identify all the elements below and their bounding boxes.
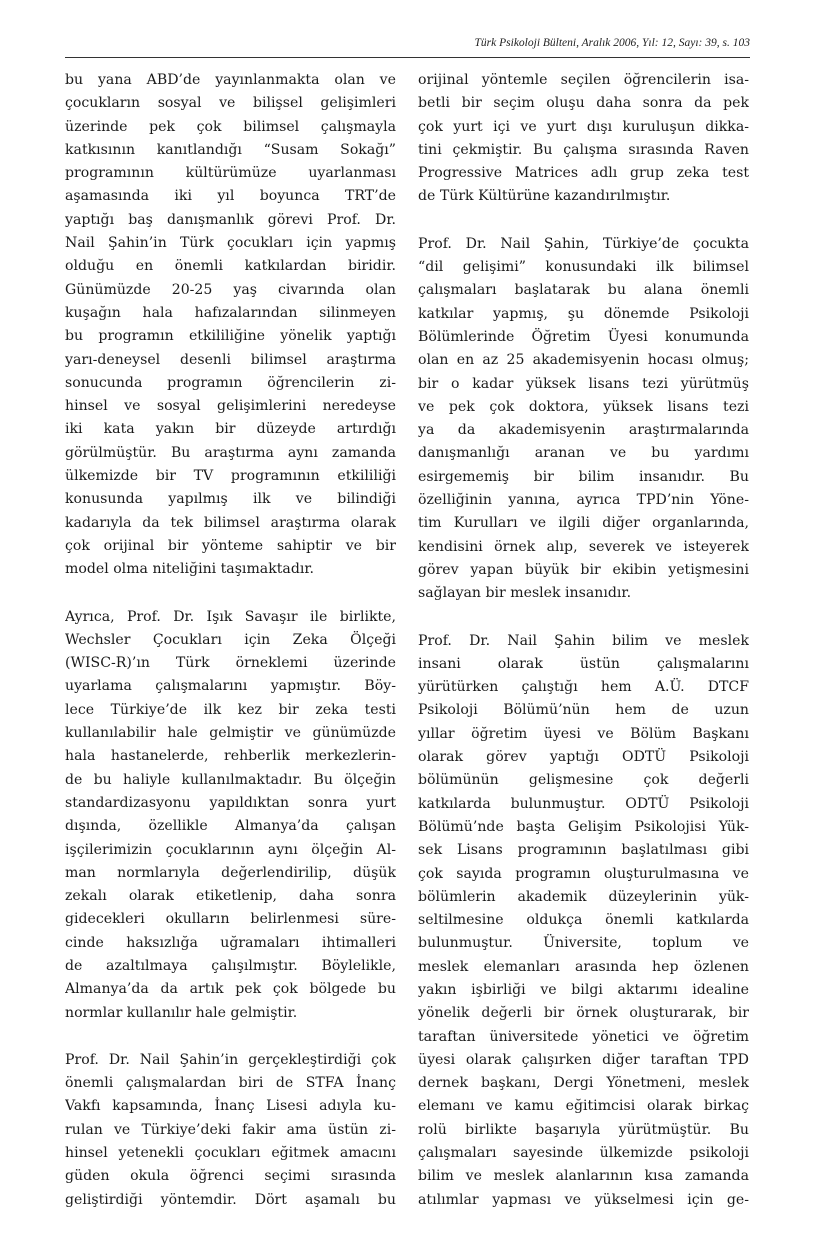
text-line: yürütürken çalıştığı hem A.Ü. DTCF [418, 679, 749, 696]
text-line: Prof. Dr. Nail Şahin bilim ve meslek [418, 632, 749, 649]
text-line: Prof. Dr. Nail Şahin’in gerçekleştirdiği çok [65, 1051, 396, 1068]
paragraph [418, 69, 749, 209]
text-line: ülkemizde bir TV programının etkililiği [65, 468, 396, 485]
text-line: programının kültürümüze uyarlanması [65, 165, 396, 182]
text-line: işçilerimizin çocuklarının aynı ölçeğin Al- [65, 841, 396, 858]
text-line: tim Kurulları ve ilgili diğer organlarında, [418, 515, 749, 532]
text-line: “dil gelişimi” konusundaki ilk bilimsel [418, 259, 749, 276]
text-line: elemanı ve kamu eğitimcisi olarak birkaç [418, 1098, 749, 1115]
text-line: çok sayıda programın oluşturulmasına ve [418, 865, 749, 882]
text-line: Prof. Dr. Nail Şahin, Türkiye’de çocukta [418, 235, 749, 252]
text-line: meslek elemanları arasında hep özlenen [418, 958, 749, 975]
text-line: çalışmaları sayesinde ülkemizde psikoloji [418, 1145, 749, 1162]
text-line: aşamasında iki yıl boyunca TRT’de [65, 188, 396, 205]
text-line: geliştirdiği yöntemdir. Dört aşamalı bu [65, 1191, 396, 1208]
text-line: Wechsler Çocukları için Zeka Ölçeği [65, 631, 396, 648]
text-line: katkılar yapmış, şu dönemde Psikoloji [418, 305, 749, 322]
text-line: ve pek çok doktora, yüksek lisans tezi [418, 398, 749, 415]
text-line: katkılarda bulunmuştur. ODTÜ Psikoloji [418, 795, 749, 812]
text-line: Almanya’da da artık pek çok bölgede bu [65, 981, 396, 998]
text-line: Bölümlerinde Öğretim Üyesi konumunda [418, 328, 749, 345]
text-line: insani olarak üstün çalışmalarını [418, 655, 749, 672]
text-line: de bu haliyle kullanılmaktadır. Bu ölçeğin [65, 771, 396, 788]
text-line: ya da akademisyenin araştırmalarında [418, 422, 749, 439]
text-line: konusunda yapılmış ilk ve bilindiği [65, 491, 396, 508]
text-line: görülmüştür. Bu araştırma aynı zamanda [65, 444, 396, 461]
text-line: çalışmaları başlatarak bu alana önemli [418, 282, 749, 299]
text-line: önemli çalışmalardan biri de STFA İnanç [65, 1075, 396, 1092]
text-line: sonucunda programın öğrencilerin zi- [65, 374, 396, 391]
text-line: bilim ve meslek alanlarının kısa zamanda [418, 1168, 749, 1185]
text-line: dışında, özellikle Almanya’da çalışan [65, 818, 396, 835]
text-line: olan en az 25 akademisyenin hocası olmuş; [418, 352, 749, 369]
header-rule [65, 57, 750, 58]
text-line: rolü birlikte başarıyla yürütmüştür. Bu [418, 1121, 749, 1138]
text-line: güden okula öğrenci seçimi sırasında [65, 1168, 396, 1185]
text-line: tini çekmiştir. Bu çalışma sırasında Raven [418, 141, 749, 158]
text-line: yaptığı baş danışmanlık görevi Prof. Dr. [65, 211, 396, 228]
text-line: taraftan üniversitede yönetici ve öğretim [418, 1028, 749, 1045]
text-line: bulunmuştur. Üniversite, toplum ve [418, 935, 749, 952]
text-line: olarak görev yaptığı ODTÜ Psikoloji [418, 749, 749, 766]
paragraph [65, 1049, 396, 1212]
text-line: çok orijinal bir yönteme sahiptir ve bir [65, 537, 396, 554]
running-header [65, 33, 750, 61]
text-line: sağlayan bir meslek insanıdır. [418, 585, 632, 602]
text-line: model olma niteliğini taşımaktadır. [65, 561, 315, 578]
text-line: sek Lisans programının başlatılması gibi [418, 842, 749, 859]
text-line: çocukların sosyal ve bilişsel gelişimleri [65, 95, 396, 112]
text-line: Ayrıca, Prof. Dr. Işık Savaşır ile birlikte, [65, 608, 396, 625]
text-line: iki kata yakın bir düzeyde artırdığı [65, 421, 396, 438]
left-column [65, 69, 396, 1236]
text-line: cinde haksızlığa uğramaları ihtimalleri [65, 934, 396, 951]
text-line: uyarlama çalışmalarını yapmıştır. Böy- [65, 678, 396, 695]
text-line: atılımlar yapması ve yükselmesi için ge- [418, 1191, 749, 1208]
text-line: Nail Şahin’in Türk çocukları için yapmış [65, 235, 396, 252]
text-line: olduğu en önemli katkılardan biridir. [65, 258, 396, 275]
text-line: bölümünün gelişmesine çok değerli [418, 772, 749, 789]
text-line: bu yana ABD’de yayınlanmakta olan ve [65, 72, 396, 88]
text-line: orijinal yöntemle seçilen öğrencilerin isa- [418, 72, 749, 88]
text-line: de azaltılmaya çalışılmıştır. Böylelikle, [65, 957, 396, 974]
paragraph [418, 630, 749, 1212]
paragraph [65, 69, 396, 582]
text-line: zekalı olarak etiketlenip, daha sonra [65, 888, 396, 905]
text-line: Progressive Matrices adlı grup zeka test [418, 165, 749, 182]
text-line: yakın işbirliği ve bilgi aktarımı idealine [418, 981, 749, 998]
text-line: betli bir seçim oluşu daha sonra da pek [418, 95, 749, 112]
text-line: katkısının kanıtlandığı “Susam Sokağı” [65, 141, 396, 158]
text-line: man normlarıyla değerlendirilip, düşük [65, 864, 396, 881]
text-line: üzerinde pek çok bilimsel çalışmayla [65, 118, 396, 135]
text-line: hinsel ve sosyal gelişimlerini neredeyse [65, 398, 396, 415]
text-line: hala hastanelerde, rehberlik merkezlerin- [65, 748, 396, 765]
text-line: standardizasyonu yapıldıktan sonra yurt [65, 794, 396, 811]
text-line: dernek başkanı, Dergi Yönetmeni, meslek [418, 1075, 749, 1092]
text-line: Psikoloji Bölümü’nün hem de uzun [418, 702, 749, 719]
text-line: yıllar öğretim üyesi ve Bölüm Başkanı [418, 725, 749, 742]
text-line: lece Türkiye’de ilk kez bir zeka testi [65, 701, 396, 718]
text-line: bir o kadar yüksek lisans tezi yürütmüş [418, 375, 749, 392]
text-line: gidecekleri okulların belirlenmesi süre- [65, 911, 396, 928]
text-line: çok yurt içi ve yurt dışı kuruluşun dikka- [418, 118, 749, 135]
text-line: yarı-deneysel desenli bilimsel araştırma [65, 351, 396, 368]
journal-citation: Türk Psikoloji Bülteni, Aralık 2006, Yıl: 12, Sayı: 39, s. 103 [474, 37, 750, 49]
text-line: yönelik değerli bir örnek oluşturarak, bir [418, 1005, 749, 1022]
text-line: de Türk Kültürüne kazandırılmıştır. [418, 188, 671, 205]
text-line: hinsel yetenekli çocukları eğitmek amacını [65, 1145, 396, 1162]
text-line: bu programın etkililiğine yönelik yaptığı [65, 328, 396, 345]
text-line: normlar kullanılır hale gelmiştir. [65, 1004, 298, 1021]
text-line: danışmanlığı aranan ve bu yardımı [418, 445, 749, 462]
text-line: Günümüzde 20-25 yaş civarında olan [65, 281, 396, 298]
text-line: kuşağın hala hafızalarından silinmeyen [65, 304, 396, 321]
text-line: bölümlerin akademik düzeylerinin yük- [418, 888, 749, 905]
text-line: seltilmesine oldukça önemli katkılarda [418, 912, 749, 929]
text-line: Vakfı kapsamında, İnanç Lisesi adıyla ku- [65, 1098, 396, 1115]
text-line: (WISC-R)’ın Türk örneklemi üzerinde [65, 655, 396, 672]
paragraph [418, 233, 749, 606]
text-line: kadarıyla da tek bilimsel araştırma olarak [65, 514, 396, 531]
text-line: kullanılabilir hale gelmiştir ve günümüzde [65, 725, 396, 742]
right-column [418, 69, 749, 1236]
paragraph [65, 606, 396, 1025]
text-line: özelliğinin yanına, ayrıca TPD’nin Yöne- [418, 492, 749, 509]
text-line: rulan ve Türkiye’deki fakir ama üstün zi- [65, 1121, 396, 1138]
text-line: esirgememiş bir bilim insanıdır. Bu [418, 468, 749, 485]
text-line: görev yapan büyük bir ekibin yetişmesini [418, 561, 749, 578]
text-line: Bölümü’nde başta Gelişim Psikolojisi Yük- [418, 818, 749, 835]
text-line: üyesi olarak çalışırken diğer taraftan TPD [418, 1051, 749, 1068]
text-line: kendisini örnek alıp, severek ve isteyerek [418, 538, 749, 555]
